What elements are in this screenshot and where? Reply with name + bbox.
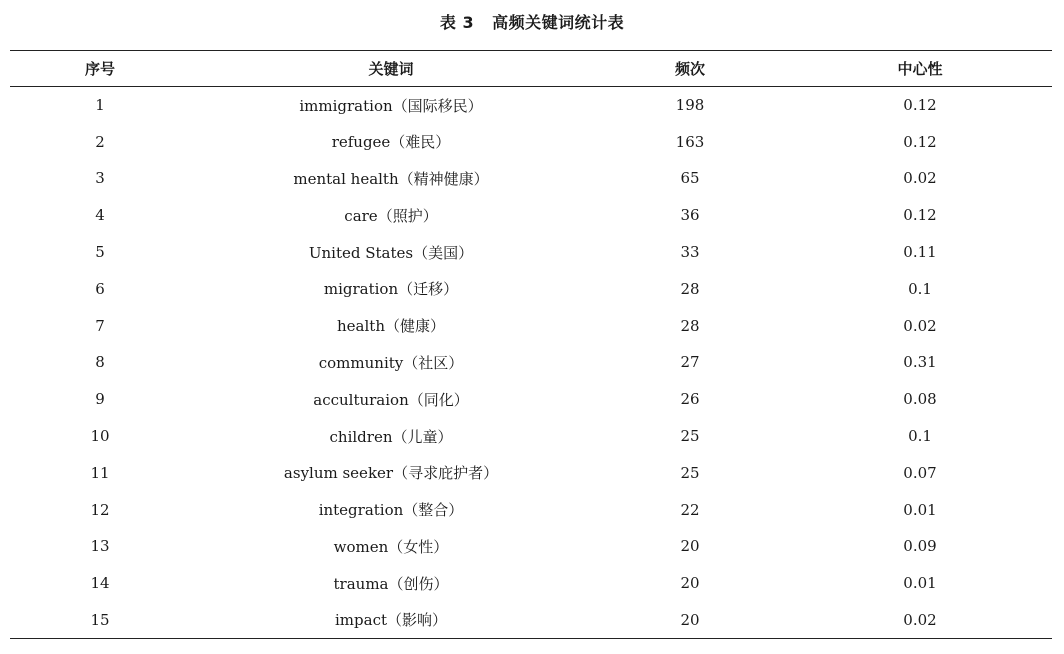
cell-serial-number: 4 xyxy=(95,206,105,225)
cell-keyword: care（照护） xyxy=(344,206,438,225)
table-row xyxy=(10,234,1052,271)
cell-keyword: immigration（国际移民） xyxy=(299,96,483,115)
cell-centrality: 0.1 xyxy=(908,427,932,446)
table-row xyxy=(10,418,1052,455)
cell-serial-number: 1 xyxy=(95,96,105,115)
cell-centrality: 0.11 xyxy=(903,243,937,262)
table-body xyxy=(10,87,1052,639)
cell-keyword: United States（美国） xyxy=(308,243,474,262)
cell-serial-number: 10 xyxy=(90,427,110,446)
table-row xyxy=(10,123,1052,160)
cell-frequency: 65 xyxy=(680,169,700,188)
cell-frequency: 33 xyxy=(680,243,700,262)
cell-centrality: 0.12 xyxy=(903,96,937,115)
cell-frequency: 198 xyxy=(675,96,705,115)
cell-frequency: 36 xyxy=(680,206,700,225)
table-row xyxy=(10,197,1052,234)
cell-keyword: impact（影响） xyxy=(190,602,592,639)
header-centrality: 中心性 xyxy=(788,51,1052,87)
cell-centrality: 0.12 xyxy=(903,206,937,225)
header-serial-number: 序号 xyxy=(10,51,190,87)
cell-serial-number: 15 xyxy=(10,602,190,639)
cell-frequency: 27 xyxy=(680,353,700,372)
cell-frequency: 25 xyxy=(680,427,700,446)
cell-keyword: migration（迁移） xyxy=(323,280,459,299)
table-row xyxy=(10,307,1052,344)
table-row xyxy=(10,528,1052,565)
cell-frequency: 26 xyxy=(680,390,700,409)
cell-serial-number: 6 xyxy=(95,279,105,298)
table-row xyxy=(10,87,1052,124)
cell-keyword: community（社区） xyxy=(318,353,464,372)
cell-frequency: 28 xyxy=(680,279,700,298)
table-row xyxy=(10,160,1052,197)
cell-centrality: 0.09 xyxy=(903,537,937,556)
cell-frequency: 28 xyxy=(680,316,700,335)
keyword-frequency-table xyxy=(10,50,1052,639)
table-header xyxy=(10,51,1052,87)
table-row xyxy=(10,565,1052,602)
table-row xyxy=(10,491,1052,528)
cell-frequency: 22 xyxy=(680,500,700,519)
cell-keyword: health（健康） xyxy=(337,317,445,336)
cell-centrality: 0.08 xyxy=(903,390,937,409)
cell-centrality: 0.12 xyxy=(903,132,937,151)
cell-centrality: 0.02 xyxy=(788,602,1052,639)
cell-keyword: trauma（创伤） xyxy=(333,574,449,593)
cell-serial-number: 2 xyxy=(95,132,105,151)
table-caption xyxy=(0,10,1064,36)
table-row xyxy=(10,381,1052,418)
header-frequency: 频次 xyxy=(592,51,788,87)
cell-centrality: 0.01 xyxy=(903,574,937,593)
cell-serial-number: 7 xyxy=(95,316,105,335)
cell-keyword: acculturaion（同化） xyxy=(313,390,469,409)
cell-frequency: 20 xyxy=(592,602,788,639)
cell-frequency: 20 xyxy=(680,574,700,593)
cell-keyword: mental health（精神健康） xyxy=(293,169,489,188)
cell-serial-number: 12 xyxy=(90,500,110,519)
cell-keyword: asylum seeker（寻求庇护者） xyxy=(283,464,499,483)
header-keyword: 关键词 xyxy=(190,51,592,87)
cell-keyword: refugee（难民） xyxy=(331,133,451,152)
cell-frequency: 20 xyxy=(680,537,700,556)
cell-centrality: 0.31 xyxy=(903,353,937,372)
cell-frequency: 25 xyxy=(680,463,700,482)
cell-centrality: 0.07 xyxy=(903,463,937,482)
cell-frequency: 163 xyxy=(675,132,705,151)
table-number: 表 3 xyxy=(439,13,475,32)
header-row xyxy=(10,51,1052,87)
cell-centrality: 0.01 xyxy=(903,500,937,519)
cell-centrality: 0.1 xyxy=(908,279,932,298)
cell-keyword: integration（整合） xyxy=(318,501,464,520)
cell-centrality: 0.02 xyxy=(903,169,937,188)
cell-keyword: children（儿童） xyxy=(329,427,453,446)
cell-centrality: 0.02 xyxy=(903,316,937,335)
table-row xyxy=(10,344,1052,381)
cell-serial-number: 3 xyxy=(95,169,105,188)
table-row xyxy=(10,454,1052,491)
table-title: 高频关键词统计表 xyxy=(492,13,625,32)
table-row xyxy=(10,270,1052,307)
cell-serial-number: 5 xyxy=(95,243,105,262)
cell-serial-number: 14 xyxy=(90,574,110,593)
table-row xyxy=(10,602,1052,639)
cell-keyword: women（女性） xyxy=(333,537,449,556)
cell-serial-number: 9 xyxy=(95,390,105,409)
cell-serial-number: 8 xyxy=(95,353,105,372)
cell-serial-number: 11 xyxy=(90,463,110,482)
cell-serial-number: 13 xyxy=(90,537,110,556)
